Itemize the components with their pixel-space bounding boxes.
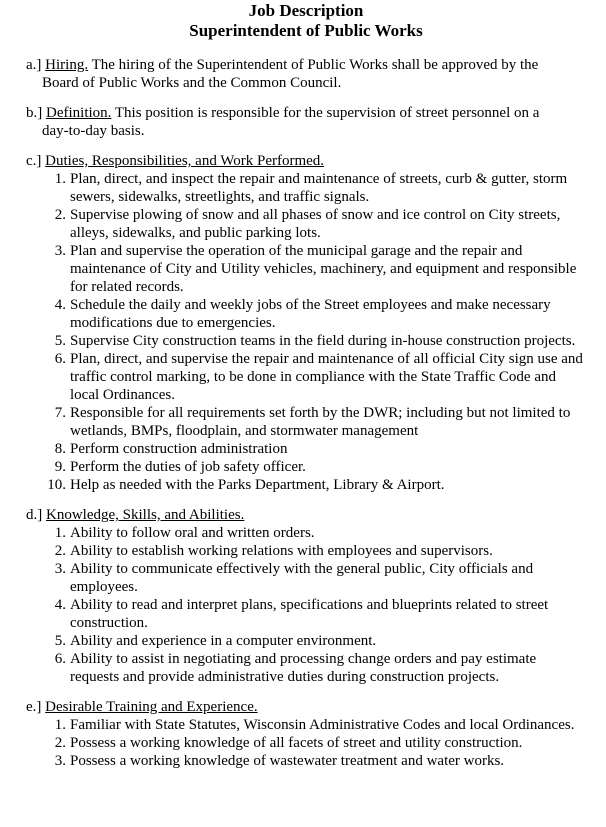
section-b-text-2: day-to-day basis. (42, 123, 145, 139)
list-item-text: Plan, direct, and supervise the repair and maintenance of all official City sign use and traffic control marking, to be done in compliance with the State Traffic Code and local Ordinances. (70, 351, 583, 403)
section-b-letter: b.] (26, 105, 43, 121)
list-item-text: Supervise plowing of snow and all phases of snow and ice control on City streets, alleys, sidewalks, and public parking lots. (70, 207, 561, 241)
list-item-number: 5. (54, 333, 66, 349)
list-item (26, 524, 586, 542)
knowledge-list (26, 524, 586, 686)
section-d-letter: d.] (26, 507, 43, 523)
list-item-text: Possess a working knowledge of all facets of street and utility construction. (70, 735, 523, 751)
list-item (26, 632, 586, 650)
list-item (26, 206, 586, 242)
list-item-text: Schedule the daily and weekly jobs of the Street employees and make necessary modifications due to emergencies. (70, 297, 551, 331)
list-item (26, 734, 586, 752)
section-hiring (26, 56, 586, 92)
list-item-number: 2. (54, 735, 66, 751)
list-item-number: 3. (54, 561, 66, 577)
list-item-number: 6. (54, 651, 66, 667)
duties-list (26, 170, 586, 494)
list-item (26, 404, 586, 440)
section-a-heading: Hiring. (45, 57, 89, 73)
list-item (26, 440, 586, 458)
list-item-number: 1. (54, 171, 66, 187)
list-item (26, 476, 586, 494)
list-item-text: Help as needed with the Parks Department, Library & Airport. (70, 477, 445, 493)
section-a-text-2: Board of Public Works and the Common Council. (42, 75, 342, 91)
list-item (26, 458, 586, 476)
list-item-number: 5. (54, 633, 66, 649)
title-line-1: Job Description (248, 1, 364, 20)
list-item-text: Familiar with State Statutes, Wisconsin Administrative Codes and local Ordinances. (70, 717, 575, 733)
list-item (26, 170, 586, 206)
training-list (26, 716, 586, 770)
list-item-text: Ability to assist in negotiating and processing change orders and pay estimate requests and provide administrative duties during construction projects. (70, 651, 537, 685)
list-item (26, 350, 586, 404)
section-b-line-1 (26, 104, 586, 122)
section-e-line-1 (26, 698, 586, 716)
list-item-text: Supervise City construction teams in the field during in-house construction projects. (70, 333, 576, 349)
list-item-text: Plan and supervise the operation of the municipal garage and the repair and maintenance of City and Utility vehicles, machinery, and equipment and responsible for related records. (70, 243, 577, 295)
list-item-number: 1. (54, 717, 66, 733)
list-item-number: 9. (54, 459, 66, 475)
list-item (26, 716, 586, 734)
list-item (26, 296, 586, 332)
list-item-number: 6. (54, 351, 66, 367)
section-c-line-1 (26, 152, 586, 170)
list-item-number: 4. (54, 597, 66, 613)
section-a-letter: a.] (26, 57, 42, 73)
section-d-line-1 (26, 506, 586, 524)
list-item (26, 650, 586, 686)
list-item-number: 7. (54, 405, 66, 421)
section-duties (26, 152, 586, 494)
section-a-text-1: The hiring of the Superintendent of Public Works shall be approved by the (91, 57, 539, 73)
section-d-heading: Knowledge, Skills, and Abilities. (46, 507, 245, 523)
section-definition (26, 104, 586, 140)
list-item (26, 332, 586, 350)
section-b-text-1: This position is responsible for the supervision of street personnel on a (114, 105, 540, 121)
title-line-2: Superintendent of Public Works (189, 21, 423, 40)
section-a-line-1 (26, 56, 586, 74)
list-item-number: 10. (47, 477, 66, 493)
list-item-number: 3. (54, 753, 66, 769)
list-item-text: Ability to read and interpret plans, specifications and blueprints related to street construction. (70, 597, 549, 631)
list-item-number: 1. (54, 525, 66, 541)
list-item-text: Ability to follow oral and written orders. (70, 525, 315, 541)
section-b-heading: Definition. (46, 105, 112, 121)
list-item-text: Ability to establish working relations with employees and supervisors. (70, 543, 493, 559)
list-item (26, 560, 586, 596)
list-item-text: Ability and experience in a computer environment. (70, 633, 377, 649)
section-e-heading: Desirable Training and Experience. (45, 699, 258, 715)
section-e-letter: e.] (26, 699, 42, 715)
list-item-number: 2. (54, 207, 66, 223)
list-item-text: Ability to communicate effectively with the general public, City officials and employees. (70, 561, 534, 595)
section-c-letter: c.] (26, 153, 42, 169)
document-title (26, 0, 586, 41)
list-item-text: Perform the duties of job safety officer. (70, 459, 306, 475)
list-item-text: Possess a working knowledge of wastewater treatment and water works. (70, 753, 505, 769)
list-item (26, 242, 586, 296)
list-item-text: Responsible for all requirements set forth by the DWR; including but not limited to wetlands, BMPs, floodplain, and stormwater management (70, 405, 571, 439)
list-item-number: 2. (54, 543, 66, 559)
list-item (26, 542, 586, 560)
section-training (26, 698, 586, 770)
list-item (26, 752, 586, 770)
section-c-heading: Duties, Responsibilities, and Work Performed. (45, 153, 325, 169)
list-item-number: 4. (54, 297, 66, 313)
section-knowledge (26, 506, 586, 686)
list-item (26, 596, 586, 632)
list-item-text: Plan, direct, and inspect the repair and maintenance of streets, curb & gutter, storm sewers, sidewalks, streetlights, and traffic signals. (70, 171, 568, 205)
list-item-number: 8. (54, 441, 66, 457)
list-item-text: Perform construction administration (70, 441, 288, 457)
list-item-number: 3. (54, 243, 66, 259)
